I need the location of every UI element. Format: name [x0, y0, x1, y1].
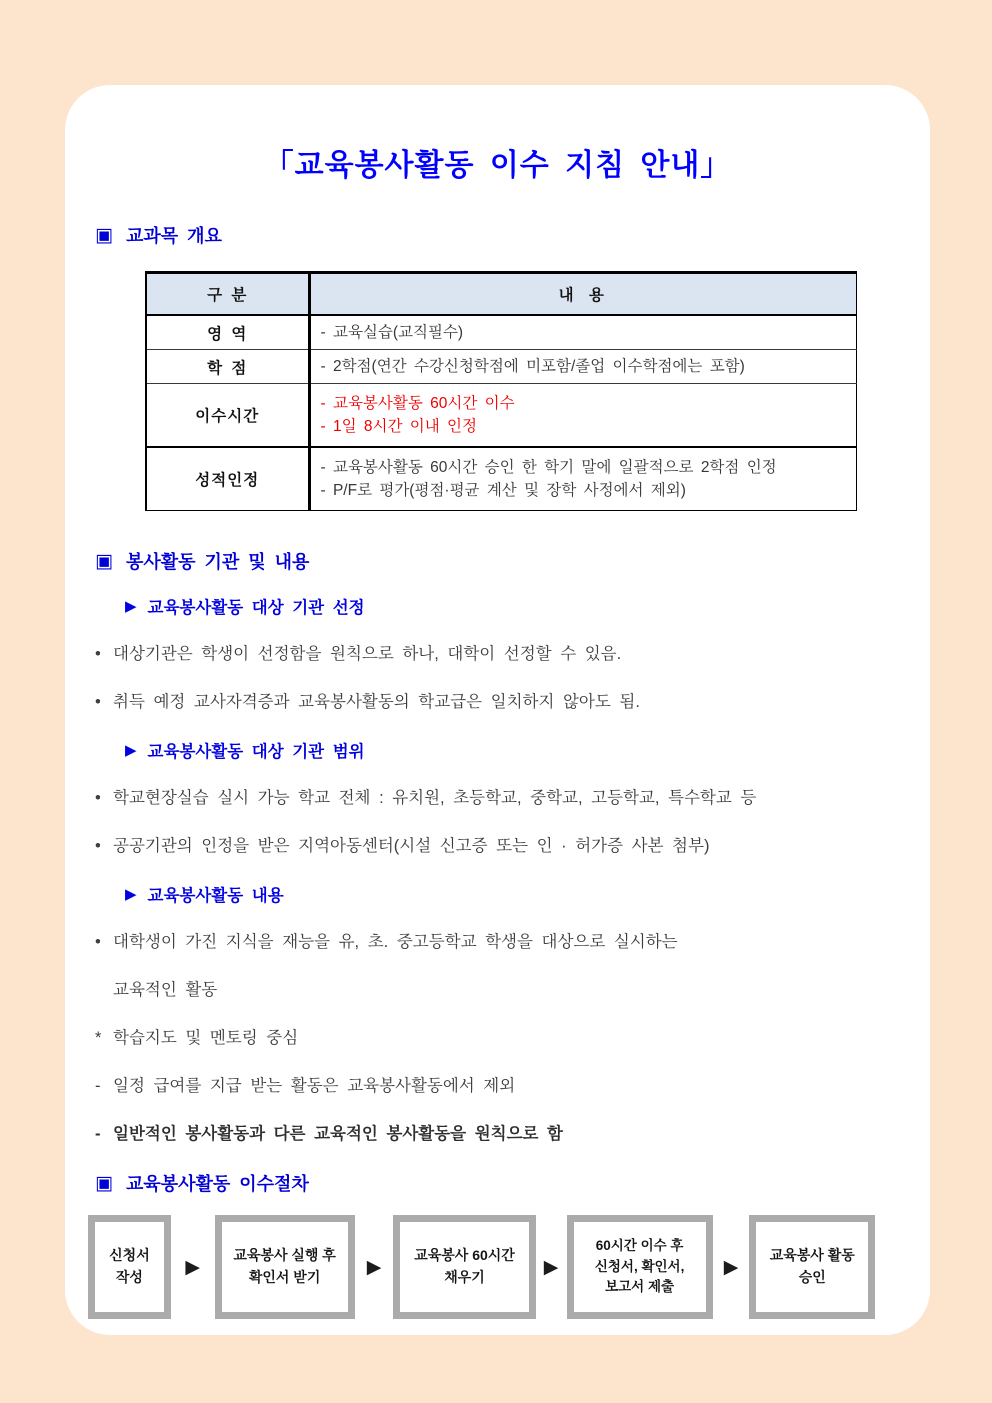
row-content [309, 315, 857, 350]
content-line: - 1일 8시간 이내 인정 [320, 418, 477, 435]
table-row [146, 315, 857, 350]
row-label: 영 역 [146, 315, 309, 350]
page-title: 「교육봉사활동 이수 지침 안내」 [263, 149, 732, 182]
bullet-text: 학습지도 및 멘토링 중심 [113, 1029, 299, 1047]
section-header-procedure [95, 1171, 875, 1195]
right-arrow-icon: ▶ [723, 1256, 739, 1278]
bullet-text: 일반적인 봉사활동과 다른 교육적인 봉사활동을 원칙으로 함 [113, 1125, 563, 1143]
bullet-item [95, 931, 875, 953]
right-arrow-icon: ▶ [543, 1256, 559, 1278]
dot-bullet-icon: • [95, 837, 101, 855]
flow-step-confirmation [215, 1215, 355, 1319]
content-line: - 교육봉사활동 60시간 승인 한 학기 말에 일괄적으로 2학점 인정 [320, 459, 777, 476]
bullet-text: 대상기관은 학생이 선정함을 원칙으로 하나, 대학이 선정할 수 있음. [113, 645, 622, 663]
dot-bullet-icon: • [95, 693, 101, 711]
step-line: 작성 [115, 1269, 143, 1285]
row-label: 성적인정 [146, 447, 309, 511]
section-label: 봉사활동 기관 및 내용 [125, 552, 310, 572]
table-header-row [146, 273, 857, 316]
bullet-item [95, 1075, 875, 1097]
row-content [309, 350, 857, 384]
subsection-target-org-selection [125, 595, 875, 617]
bullet-text: 일정 급여를 지급 받는 활동은 교육봉사활동에서 제외 [113, 1077, 516, 1095]
triangle-bullet-icon: ▶ [125, 741, 137, 759]
row-label: 이수시간 [146, 384, 309, 448]
subsection-label: 교육봉사활동 대상 기관 선정 [147, 599, 365, 617]
right-arrow-icon: ▶ [185, 1256, 201, 1278]
content-line: - 교육봉사활동 60시간 이수 [320, 395, 515, 412]
bullet-text: 대학생이 가진 지식을 재능을 유, 초. 중고등학교 학생을 대상으로 실시하는 [113, 933, 678, 951]
step-line: 신청서, 확인서, [594, 1258, 685, 1274]
flow-step-60hours [393, 1215, 535, 1319]
subsection-target-org-scope [125, 739, 875, 761]
step-line: 신청서 [109, 1247, 150, 1264]
bullet-item [95, 691, 875, 713]
dot-bullet-icon: • [95, 645, 101, 663]
table-row [146, 447, 857, 511]
triangle-bullet-icon: ▶ [125, 597, 137, 615]
square-bullet-icon: ▣ [95, 550, 113, 572]
course-overview-table [145, 271, 857, 511]
flow-step-approval [749, 1215, 875, 1319]
column-header-category: 구 분 [146, 273, 309, 316]
bullet-text: 공공기관의 인정을 받은 지역아동센터(시설 신고증 또는 인 · 허가증 사본 첨부) [113, 837, 710, 855]
notice-card [65, 85, 930, 1335]
asterisk-bullet-icon: * [95, 1029, 102, 1047]
bullet-item [95, 1027, 875, 1049]
triangle-bullet-icon: ▶ [125, 885, 137, 903]
dash-bullet-icon: - [95, 1077, 101, 1095]
content-line: - 교육실습(교직필수) [320, 324, 464, 341]
subsection-activity-content [125, 883, 875, 905]
section-label: 교육봉사활동 이수절차 [125, 1174, 309, 1194]
bullet-item [95, 1123, 875, 1145]
step-line: 교육봉사 실행 후 [233, 1247, 336, 1264]
section-label: 교과목 개요 [125, 226, 222, 246]
row-label: 학 점 [146, 350, 309, 384]
row-content [309, 447, 857, 511]
flow-step-application [88, 1215, 171, 1319]
square-bullet-icon: ▣ [95, 1172, 113, 1194]
table-row [146, 350, 857, 384]
section-header-organizations [95, 549, 875, 573]
content-line: - P/F로 평가(평점·평균 계산 및 장학 사정에서 제외) [320, 482, 686, 499]
square-bullet-icon: ▣ [95, 224, 113, 246]
step-line: 보고서 제출 [605, 1279, 675, 1295]
table-row [146, 384, 857, 448]
bullet-item [95, 643, 875, 665]
bullet-item [95, 787, 875, 809]
step-line: 60시간 이수 후 [595, 1237, 684, 1253]
section-header-overview [95, 223, 875, 247]
row-content [309, 384, 857, 448]
subsection-label: 교육봉사활동 내용 [147, 887, 284, 905]
dash-bullet-icon: - [95, 1125, 101, 1143]
right-arrow-icon: ▶ [366, 1256, 382, 1278]
step-line: 승인 [798, 1269, 826, 1285]
bullet-item-continuation [95, 979, 875, 1001]
procedure-flowchart [88, 1215, 875, 1319]
subsection-label: 교육봉사활동 대상 기관 범위 [147, 743, 365, 761]
content-line: - 2학점(연간 수강신청학점에 미포함/졸업 이수학점에는 포함) [320, 358, 745, 375]
step-line: 교육봉사 활동 [769, 1247, 855, 1264]
dot-bullet-icon: • [95, 933, 101, 951]
bullet-text: 취득 예정 교사자격증과 교육봉사활동의 학교급은 일치하지 않아도 됨. [113, 693, 640, 711]
bullet-item [95, 835, 875, 857]
column-header-content: 내 용 [309, 273, 857, 316]
bullet-text: 교육적인 활동 [113, 981, 218, 999]
flow-step-submission [567, 1215, 713, 1319]
step-line: 채우기 [444, 1269, 485, 1285]
dot-bullet-icon: • [95, 789, 101, 807]
step-line: 확인서 받기 [248, 1269, 321, 1285]
step-line: 교육봉사 60시간 [414, 1247, 515, 1264]
bullet-text: 학교현장실습 실시 가능 학교 전체 : 유치원, 초등학교, 중학교, 고등학교, 특수학교 등 [113, 789, 757, 807]
